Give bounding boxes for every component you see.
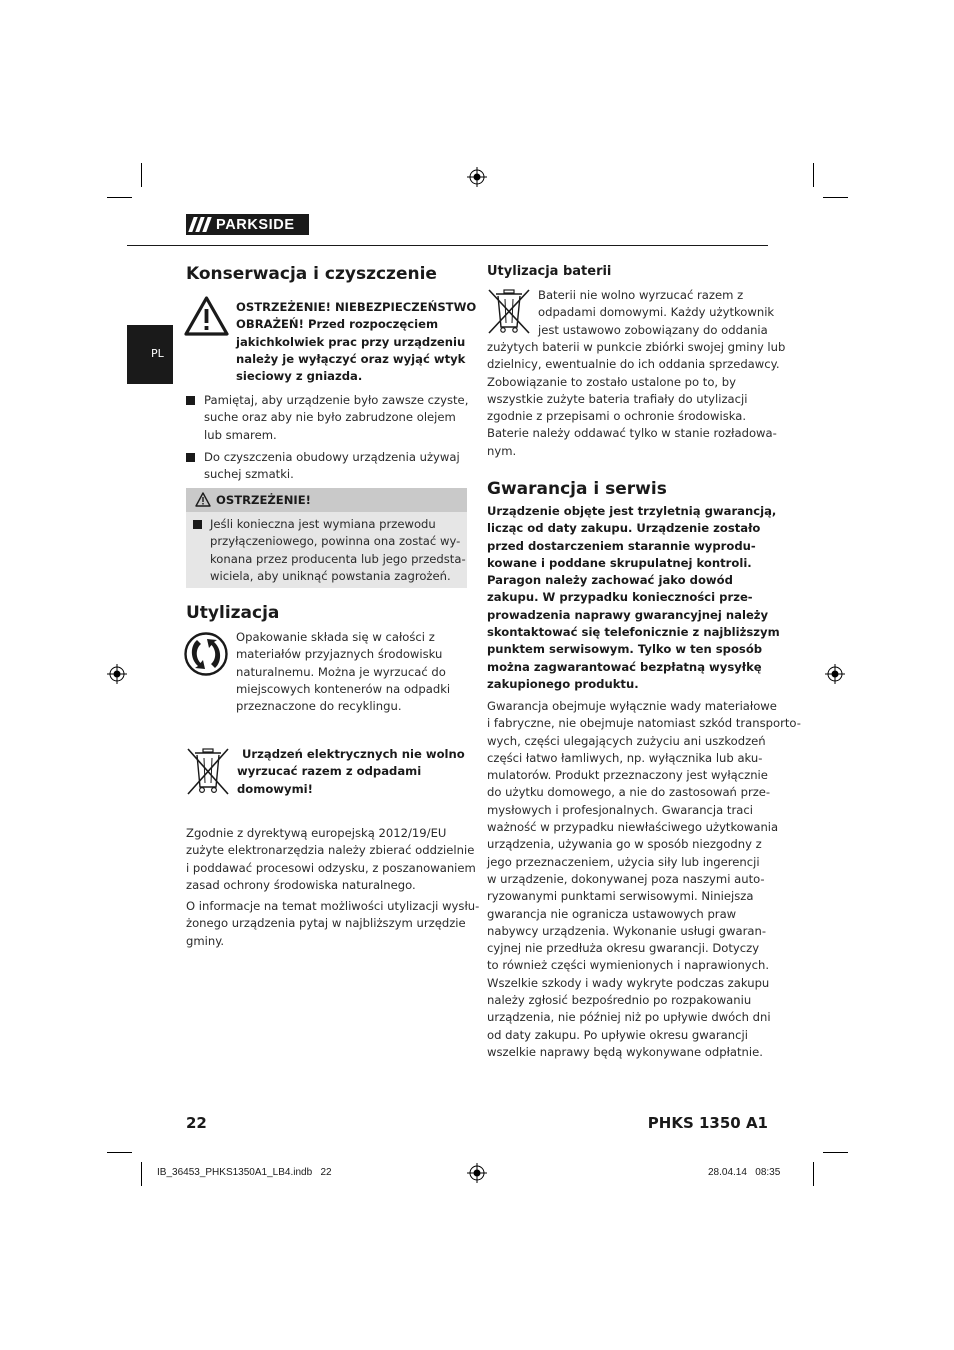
text-line: Baterii nie wolno wyrzucać razem z (538, 288, 744, 302)
text-line: suche oraz aby nie było zabrudzone olejem (204, 410, 456, 425)
packaging-text (236, 629, 450, 715)
crop-mark (823, 1152, 848, 1153)
registration-mark-icon (467, 167, 487, 187)
text-line: Urządzeń elektrycznych nie wolno (242, 747, 465, 761)
language-code: PL (151, 347, 164, 360)
warranty-text (487, 698, 801, 1061)
text-line: odpadami domowymi. Każdy użytkownik (538, 305, 775, 320)
text-line: i fabryczne, nie obejmuje natomiast szkód transporto- (487, 716, 801, 731)
weee-warning-text (237, 746, 465, 798)
text-line: zasad ochrony środowiska naturalnego. (186, 877, 416, 892)
text-line: żonego urządzenia pytaj w najbliższym urzędzie (186, 916, 466, 931)
battery-text (487, 339, 785, 460)
text-line: wych, części ulegających zużyciu ani uszkodzeń (487, 733, 766, 748)
text-line: wszystkie zużyte bateria trafiały do utylizacji (487, 391, 748, 406)
text-line: jest ustawowo zobowiązany do oddania (538, 322, 768, 337)
crop-mark (823, 197, 848, 198)
crop-mark (141, 163, 142, 187)
registration-mark-icon (107, 664, 127, 684)
text-line: Jeśli konieczna jest wymiana przewodu (210, 517, 436, 531)
warranty-bold-text (487, 503, 780, 693)
file-slug: IB_36453_PHKS1350A1_LB4.indb 22 (157, 1167, 332, 1178)
text-line: sieciowy z gniazda. (236, 369, 363, 384)
recycling-green-dot-icon (184, 632, 228, 676)
directive-text (186, 825, 476, 894)
crop-mark (813, 163, 814, 187)
text-line: urządzenia, nie później niż po upływie dwóch dni (487, 1010, 771, 1025)
text-line: cyjnej nie przedłuża okresu gwarancji. Dotyczy (487, 941, 760, 956)
text-line: nym. (487, 443, 517, 458)
text-line: zużytych baterii w punkcie zbiórki swojej gminy lub (487, 340, 786, 354)
warning-box-header (186, 488, 467, 512)
text-line: materiałów przyjaznych środowisku (236, 647, 443, 662)
text-line: mulatorów. Produkt przeznaczony jest wyłącznie (487, 768, 768, 783)
text-line: wszelkie naprawy będą wykonywane odpłatnie. (487, 1044, 763, 1059)
text-line: konana przez producenta lub jego przedsta- (210, 551, 466, 566)
warning-box (186, 488, 467, 588)
text-line: Urządzenie objęte jest trzyletnią gwarancją, (487, 504, 777, 518)
text-line: Baterie należy oddawać tylko w stanie rozładowa- (487, 426, 777, 441)
bullet-text-clean (204, 392, 468, 444)
text-line: gwarancja nie ogranicza ustawowych praw (487, 906, 737, 921)
text-line: zakupionego produktu. (487, 676, 639, 691)
logo-text: PARKSIDE (216, 216, 295, 233)
small-warning-triangle-icon (195, 492, 211, 507)
crop-mark (813, 1162, 814, 1186)
text-line: Do czyszczenia obudowy urządzenia używaj (204, 450, 460, 464)
text-line: należy zgłosić bezpośrednio po rozpakowaniu (487, 993, 752, 1008)
text-line: urządzenia, używania go w sposób niezgodny z (487, 837, 762, 852)
text-line: gminy. (186, 933, 225, 948)
bullet-square (186, 453, 195, 462)
text-line: OBRAŻEŃ! Przed rozpoczęciem (236, 317, 439, 332)
print-timestamp: 28.04.14 08:35 (708, 1167, 781, 1178)
text-line: prowadzenia naprawy gwarancyjnej należy (487, 607, 769, 622)
text-line: od daty zakupu. Po upływie okresu gwarancji (487, 1027, 748, 1042)
heading-warranty: Gwarancja i serwis (487, 479, 667, 499)
text-line: zużyte elektronarzędzia należy zbierać oddzielnie (186, 843, 475, 858)
text-line: O informacje na temat możliwości utylizacji wysłu- (186, 899, 480, 913)
registration-mark-icon (467, 1163, 487, 1183)
text-line: domowymi! (237, 781, 313, 796)
text-line: ryzowanymi punktami serwisowymi. Niniejsza (487, 889, 754, 904)
text-line: można zagwarantować bezpłatną wysyłkę (487, 659, 762, 674)
crop-mark (107, 197, 132, 198)
warning-injury-text (236, 299, 476, 385)
text-line: i poddawać procesowi odzysku, z poszanowaniem (186, 860, 476, 875)
warning-triangle-icon (184, 296, 229, 336)
text-line: naturalnemu. Można je wyrzucać do (236, 664, 446, 679)
text-line: mysłowych i profesjonalnych. Gwarancja traci (487, 802, 753, 817)
battery-crossed-bin-icon (486, 287, 532, 335)
text-line: lub smarem. (204, 427, 277, 442)
text-line: kowane i poddane skrupulatnej kontroli. (487, 555, 752, 570)
text-line: Opakowanie składa się w całości z (236, 630, 435, 644)
battery-text-indented (538, 287, 774, 339)
crossed-bin-icon (184, 746, 232, 796)
text-line: jego przeznaczeniem, użycia siły lub ingerencji (487, 854, 760, 869)
text-line: wiciela, aby uniknąć powstania zagrożeń. (210, 568, 451, 583)
text-line: jakichkolwiek prac przy urządzeniu (236, 334, 466, 349)
text-line: to również części wymienionych i naprawionych. (487, 958, 770, 973)
logo-slashes-icon (186, 214, 214, 235)
crop-mark (107, 1152, 132, 1153)
text-line: zakupu. W przypadku konieczności prze- (487, 590, 753, 605)
heading-disposal: Utylizacja (186, 603, 280, 623)
heading-care: Konserwacja i czyszczenie (186, 264, 437, 284)
text-line: suchej szmatki. (204, 467, 294, 482)
disposal-info-text (186, 898, 479, 950)
text-line: przed dostarczeniem starannie wyprodu- (487, 538, 756, 553)
heading-battery: Utylizacja baterii (487, 264, 612, 279)
text-line: przeznaczone do recyklingu. (236, 699, 402, 714)
text-line: miejscowych kontenerów na odpadki (236, 681, 451, 696)
text-line: części łatwo łamliwych, np. wyłącznika lub aku- (487, 750, 763, 765)
text-line: w urządzenie, dokonywanej poza naszymi auto- (487, 871, 765, 886)
bullet-square (186, 396, 195, 405)
crop-mark (141, 1162, 142, 1186)
warning-box-text (210, 516, 466, 585)
page-number: 22 (186, 1114, 207, 1132)
text-line: ważność w przypadku niewłaściwego użytkowania (487, 820, 779, 835)
text-line: Paragon należy zachować jako dowód (487, 573, 733, 588)
text-line: Zobowiązanie to zostało ustalone po to, by (487, 374, 737, 389)
header-divider (127, 245, 768, 246)
text-line: licząc od daty zakupu. Urządzenie zostało (487, 521, 761, 536)
model-number: PHKS 1350 A1 (647, 1114, 768, 1132)
warning-box-label: OSTRZEŻENIE! (216, 493, 311, 507)
text-line: Gwarancja obejmuje wyłącznie wady materiałowe (487, 699, 777, 713)
text-line: zgodnie z przepisami o ochronie środowiska. (487, 409, 747, 424)
bullet-text-cloth (204, 449, 460, 484)
text-line: Zgodnie z dyrektywą europejską 2012/19/EU (186, 826, 447, 840)
text-line: wyrzucać razem z odpadami (237, 764, 422, 779)
parkside-logo (186, 214, 309, 235)
text-line: nabywcy urządzenia. Wykonanie usługi gwaran- (487, 923, 767, 938)
text-line: Wszelkie szkody i wady wykryte podczas zakupu (487, 975, 770, 990)
text-line: OSTRZEŻENIE! NIEBEZPIECZEŃSTWO (236, 300, 477, 314)
language-tab (127, 325, 173, 384)
text-line: należy je wyłączyć oraz wyjąć wtyk (236, 351, 466, 366)
text-line: skontaktować się telefonicznie z najbliższym (487, 625, 780, 640)
text-line: Pamiętaj, aby urządzenie było zawsze czyste, (204, 393, 469, 407)
bullet-square (193, 520, 202, 529)
text-line: dzielnicy, ewentualnie do ich oddania sprzedawcy. (487, 357, 780, 372)
text-line: przyłączeniowego, powinna ona zostać wy- (210, 534, 461, 549)
text-line: punktem serwisowym. Tylko w ten sposób (487, 642, 763, 657)
text-line: do użytku domowego, a nie do zastosowań prze- (487, 785, 771, 800)
registration-mark-icon (825, 664, 845, 684)
